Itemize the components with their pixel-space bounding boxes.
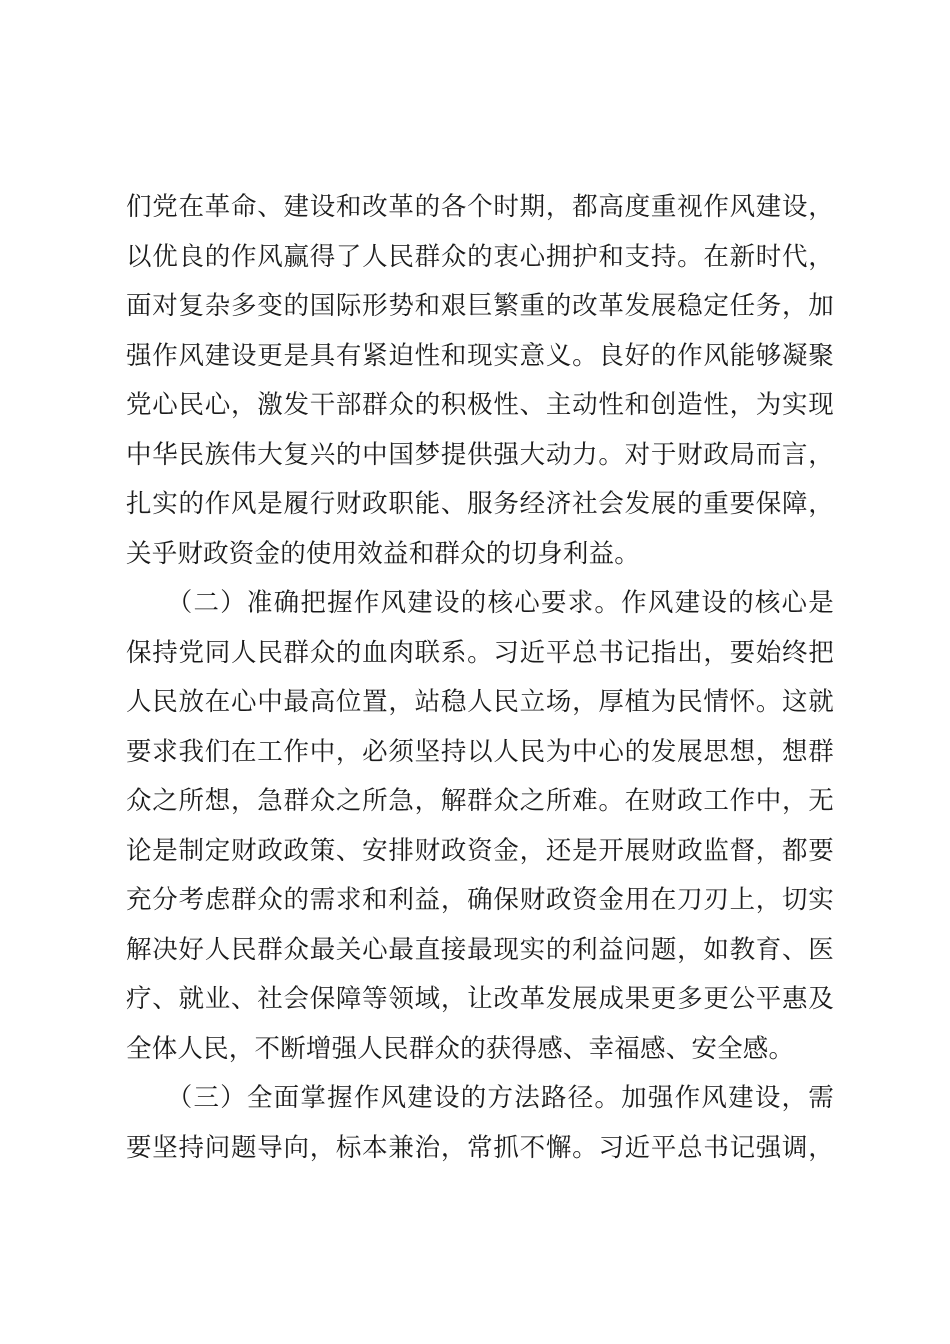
text-line: 解决好人民群众最关心最直接最现实的利益问题，如教育、医	[126, 934, 834, 965]
document-body	[126, 183, 834, 1173]
text-line: 要求我们在工作中，必须坚持以人民为中心的发展思想，想群	[126, 736, 834, 767]
paragraph-1	[126, 183, 834, 579]
paragraph-3	[126, 1074, 834, 1173]
text-line: 人民放在心中最高位置，站稳人民立场，厚植为民情怀。这就	[126, 687, 834, 717]
text-line: （三）全面掌握作风建设的方法路径。加强作风建设，需	[126, 1083, 834, 1113]
text-line: 强作风建设更是具有紧迫性和现实意义。良好的作风能够凝聚	[126, 340, 834, 371]
text-line: 保持党同人民群众的血肉联系。习近平总书记指出，要始终把	[126, 637, 834, 668]
text-line: 要坚持问题导向，标本兼治，常抓不懈。习近平总书记强调，	[126, 1132, 834, 1163]
text-line: 论是制定财政政策、安排财政资金，还是开展财政监督，都要	[126, 835, 834, 866]
text-line: 面对复杂多变的国际形势和艰巨繁重的改革发展稳定任务，加	[126, 291, 834, 321]
text-line: 们党在革命、建设和改革的各个时期，都高度重视作风建设，	[126, 192, 834, 222]
text-line: 众之所想，急群众之所急，解群众之所难。在财政工作中，无	[126, 786, 834, 816]
text-line: 全体人民，不断增强人民群众的获得感、幸福感、安全感。	[126, 1033, 795, 1064]
text-line: 扎实的作风是履行财政职能、服务经济社会发展的重要保障，	[126, 489, 834, 519]
text-line: 充分考虑群众的需求和利益，确保财政资金用在刀刃上，切实	[126, 885, 834, 915]
text-line: 以优良的作风赢得了人民群众的衷心拥护和支持。在新时代，	[126, 241, 834, 272]
text-line: 中华民族伟大复兴的中国梦提供强大动力。对于财政局而言，	[126, 439, 834, 470]
text-line: 党心民心，激发干部群众的积极性、主动性和创造性，为实现	[126, 390, 834, 420]
paragraph-2	[126, 579, 834, 1074]
text-line: （二）准确把握作风建设的核心要求。作风建设的核心是	[126, 588, 834, 618]
text-line: 关乎财政资金的使用效益和群众的切身利益。	[126, 538, 641, 569]
text-line: 疗、就业、社会保障等领域，让改革发展成果更多更公平惠及	[126, 984, 834, 1014]
